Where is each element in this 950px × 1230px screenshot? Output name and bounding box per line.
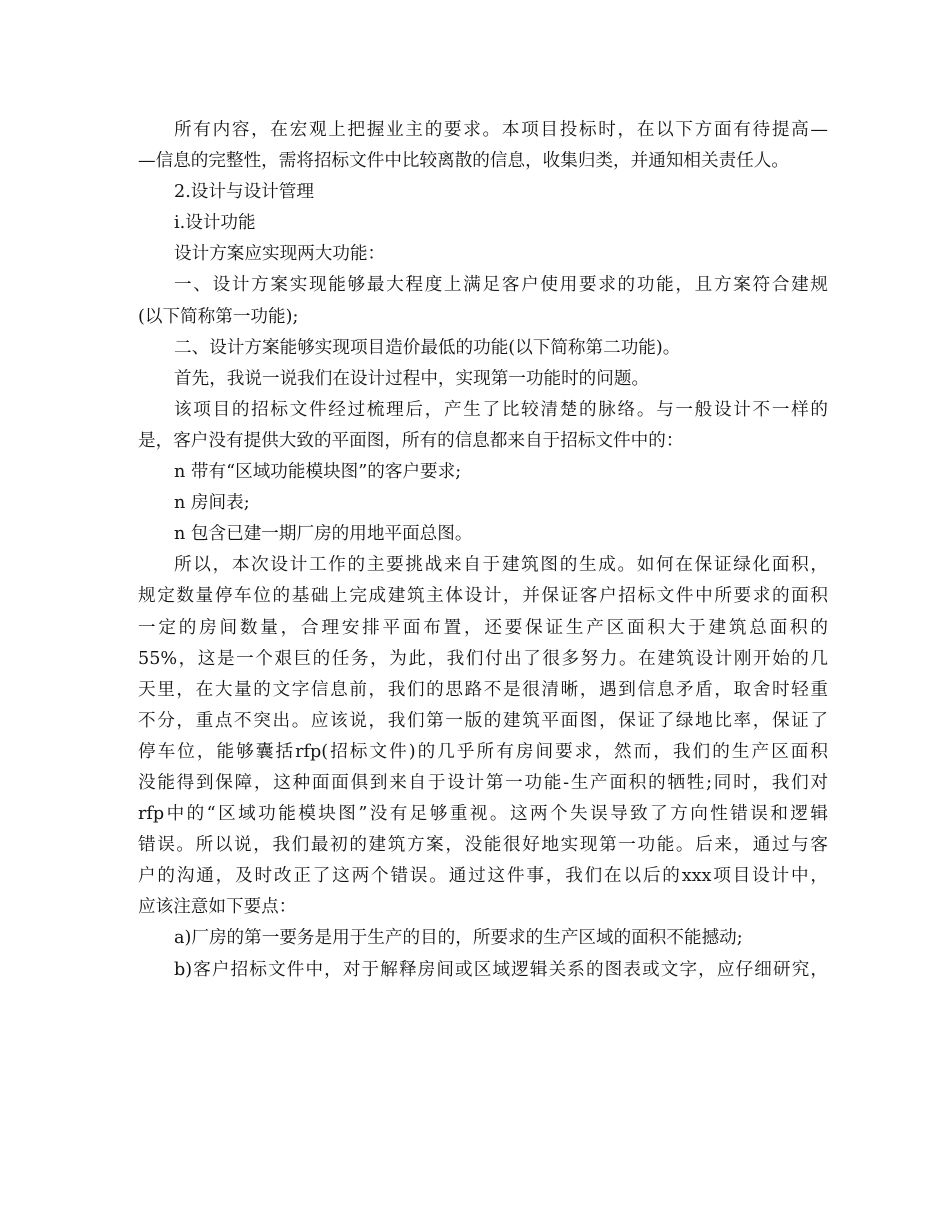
text-line: 设计方案应实现两大功能： [174,244,386,265]
text-line: 一定的房间数量，合理安排平面布置，还要保证生产区面积大于建筑总面积的 [138,617,828,638]
text-line: 没能得到保障，这种面面俱到来自于设计第一功能-生产面积的牺牲;同时，我们对 [138,772,828,793]
text-line: b)客户招标文件中，对于解释房间或区域逻辑关系的图表或文字，应仔细研究， [174,959,828,980]
text-line: a)厂房的第一要务是用于生产的目的，所要求的生产区域的面积不能撼动; [174,928,743,949]
text-line: —信息的完整性，需将招标文件中比较离散的信息，收集归类，并通知相关责任人。 [138,151,789,172]
text-line: 停车位，能够囊括rfp(招标文件)的几乎所有房间要求，然而，我们的生产区面积 [138,741,828,762]
document-body [138,115,828,986]
text-line: 户的沟通，及时改正了这两个错误。通过这件事，我们在以后的xxx项目设计中， [138,866,828,887]
text-line: rfp中的“区域功能模块图”没有足够重视。这两个失误导致了方向性错误和逻辑 [138,804,828,825]
text-line: 不分，重点不突出。应该说，我们第一版的建筑平面图，保证了绿地比率，保证了 [138,710,828,731]
text-line: 二、设计方案能够实现项目造价最低的功能(以下简称第二功能)。 [174,337,681,358]
text-line: 该项目的招标文件经过梳理后，产生了比较清楚的脉络。与一般设计不一样的 [174,399,828,420]
text-line: 是，客户没有提供大致的平面图，所有的信息都来自于招标文件中的： [138,430,684,451]
text-line: 首先，我说一说我们在设计过程中，实现第一功能时的问题。 [174,368,650,389]
text-line: 2.设计与设计管理 [174,182,314,203]
text-line: n 包含已建一期厂房的用地平面总图。 [174,524,473,545]
text-line: 所有内容，在宏观上把握业主的要求。本项目投标时，在以下方面有待提高— [174,120,828,140]
text-line: 应该注意如下要点： [138,897,297,918]
text-line: 一、设计方案实现能够最大程度上满足客户使用要求的功能，且方案符合建规 [174,275,828,296]
text-line: n 带有“区域功能模块图”的客户要求; [174,462,462,483]
text-line: (以下简称第一功能); [138,306,299,327]
text-line: i.设计功能 [174,213,256,234]
text-line: 错误。所以说，我们最初的建筑方案，没能很好地实现第一功能。后来，通过与客 [138,835,828,856]
text-line: 所以，本次设计工作的主要挑战来自于建筑图的生成。如何在保证绿化面积， [174,555,828,576]
text-line: 规定数量停车位的基础上完成建筑主体设计，并保证客户招标文件中所要求的面积 [138,586,828,607]
text-line: 天里，在大量的文字信息前，我们的思路不是很清晰，遇到信息矛盾，取舍时轻重 [138,679,828,700]
text-line: 55%，这是一个艰巨的任务，为此，我们付出了很多努力。在建筑设计刚开始的几 [138,648,828,669]
text-line: n 房间表; [174,493,250,514]
